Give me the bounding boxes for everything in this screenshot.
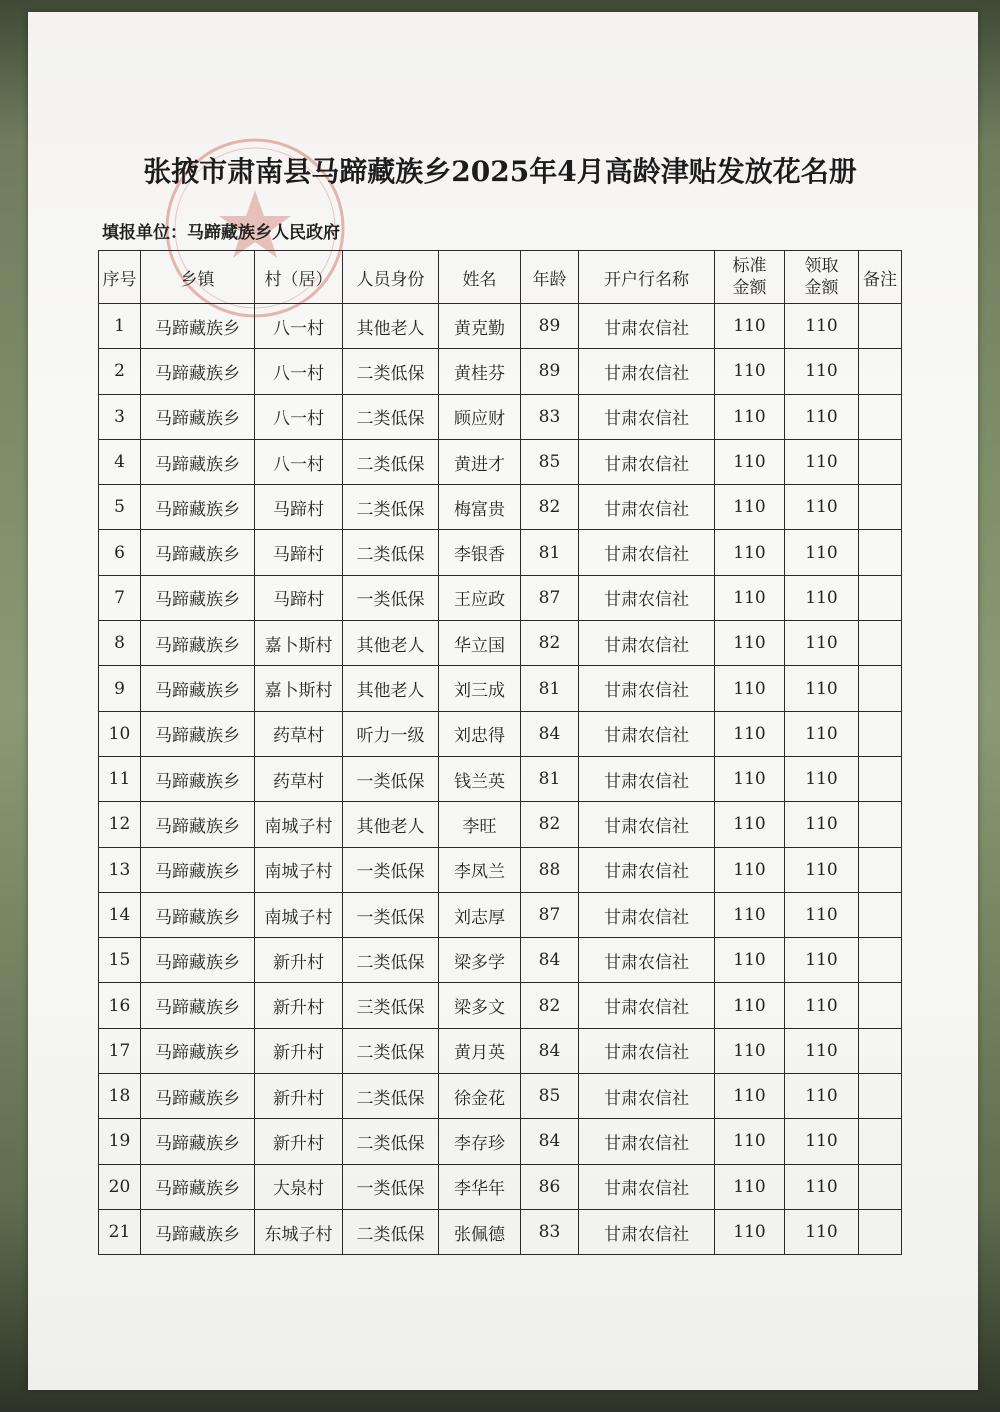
cell-standard-amount: 110 — [715, 1209, 785, 1254]
cell-standard-amount: 110 — [715, 575, 785, 620]
cell-village: 南城子村 — [255, 847, 343, 892]
table-row — [99, 802, 902, 847]
header-received-amount — [785, 251, 859, 304]
cell-village: 南城子村 — [255, 802, 343, 847]
cell-name: 李凤兰 — [439, 847, 521, 892]
cell-village: 南城子村 — [255, 892, 343, 937]
cell-bank: 甘肃农信社 — [579, 666, 715, 711]
cell-remarks — [859, 394, 902, 439]
cell-identity: 二类低保 — [343, 1209, 439, 1254]
cell-age: 88 — [521, 847, 579, 892]
cell-name: 梁多学 — [439, 938, 521, 983]
cell-village: 药草村 — [255, 756, 343, 801]
cell-township: 马蹄藏族乡 — [141, 439, 255, 484]
cell-remarks — [859, 1028, 902, 1073]
header-name: 姓名 — [439, 251, 521, 304]
table-row — [99, 439, 902, 484]
cell-identity: 二类低保 — [343, 439, 439, 484]
cell-township: 马蹄藏族乡 — [141, 938, 255, 983]
cell-standard-amount: 110 — [715, 439, 785, 484]
cell-bank: 甘肃农信社 — [579, 1119, 715, 1164]
cell-index: 12 — [99, 802, 141, 847]
table-header-row — [99, 251, 902, 304]
cell-remarks — [859, 938, 902, 983]
cell-identity: 一类低保 — [343, 892, 439, 937]
cell-received-amount: 110 — [785, 439, 859, 484]
cell-identity: 二类低保 — [343, 485, 439, 530]
cell-standard-amount: 110 — [715, 485, 785, 530]
table-row — [99, 394, 902, 439]
cell-bank: 甘肃农信社 — [579, 847, 715, 892]
table-row — [99, 892, 902, 937]
header-received-amount-line2: 金额 — [804, 278, 839, 298]
cell-received-amount: 110 — [785, 1209, 859, 1254]
cell-township: 马蹄藏族乡 — [141, 1028, 255, 1073]
cell-remarks — [859, 847, 902, 892]
cell-standard-amount: 110 — [715, 530, 785, 575]
table-row — [99, 666, 902, 711]
cell-township: 马蹄藏族乡 — [141, 847, 255, 892]
cell-age: 86 — [521, 1164, 579, 1209]
cell-index: 14 — [99, 892, 141, 937]
cell-name: 刘三成 — [439, 666, 521, 711]
table-row — [99, 485, 902, 530]
cell-village: 八一村 — [255, 439, 343, 484]
cell-identity: 二类低保 — [343, 1074, 439, 1119]
cell-index: 8 — [99, 621, 141, 666]
header-index: 序号 — [99, 251, 141, 304]
cell-received-amount: 110 — [785, 349, 859, 394]
cell-township: 马蹄藏族乡 — [141, 304, 255, 349]
cell-township: 马蹄藏族乡 — [141, 666, 255, 711]
cell-standard-amount: 110 — [715, 802, 785, 847]
table-row — [99, 1028, 902, 1073]
cell-age: 84 — [521, 1119, 579, 1164]
cell-bank: 甘肃农信社 — [579, 439, 715, 484]
cell-received-amount: 110 — [785, 575, 859, 620]
cell-standard-amount: 110 — [715, 621, 785, 666]
cell-age: 82 — [521, 485, 579, 530]
cell-bank: 甘肃农信社 — [579, 349, 715, 394]
cell-bank: 甘肃农信社 — [579, 530, 715, 575]
cell-received-amount: 110 — [785, 1074, 859, 1119]
cell-remarks — [859, 530, 902, 575]
cell-index: 17 — [99, 1028, 141, 1073]
cell-township: 马蹄藏族乡 — [141, 394, 255, 439]
cell-identity: 二类低保 — [343, 349, 439, 394]
cell-name: 钱兰英 — [439, 756, 521, 801]
table-row — [99, 711, 902, 756]
cell-bank: 甘肃农信社 — [579, 802, 715, 847]
cell-bank: 甘肃农信社 — [579, 1028, 715, 1073]
header-identity: 人员身份 — [343, 251, 439, 304]
cell-township: 马蹄藏族乡 — [141, 1119, 255, 1164]
cell-township: 马蹄藏族乡 — [141, 1209, 255, 1254]
cell-standard-amount: 110 — [715, 756, 785, 801]
header-township: 乡镇 — [141, 251, 255, 304]
cell-township: 马蹄藏族乡 — [141, 530, 255, 575]
cell-age: 87 — [521, 575, 579, 620]
cell-name: 王应政 — [439, 575, 521, 620]
cell-age: 84 — [521, 938, 579, 983]
cell-name: 梁多文 — [439, 983, 521, 1028]
cell-remarks — [859, 349, 902, 394]
cell-remarks — [859, 621, 902, 666]
cell-village: 新升村 — [255, 1028, 343, 1073]
cell-received-amount: 110 — [785, 847, 859, 892]
cell-index: 4 — [99, 439, 141, 484]
cell-age: 81 — [521, 666, 579, 711]
cell-index: 10 — [99, 711, 141, 756]
cell-received-amount: 110 — [785, 802, 859, 847]
cell-village: 大泉村 — [255, 1164, 343, 1209]
cell-township: 马蹄藏族乡 — [141, 1164, 255, 1209]
cell-age: 81 — [521, 756, 579, 801]
cell-index: 7 — [99, 575, 141, 620]
cell-received-amount: 110 — [785, 666, 859, 711]
cell-township: 马蹄藏族乡 — [141, 756, 255, 801]
cell-age: 82 — [521, 983, 579, 1028]
header-standard-amount-line1: 标准 — [732, 256, 767, 276]
cell-bank: 甘肃农信社 — [579, 1209, 715, 1254]
cell-name: 徐金花 — [439, 1074, 521, 1119]
cell-identity: 其他老人 — [343, 621, 439, 666]
cell-received-amount: 110 — [785, 1028, 859, 1073]
cell-index: 18 — [99, 1074, 141, 1119]
cell-standard-amount: 110 — [715, 1119, 785, 1164]
cell-bank: 甘肃农信社 — [579, 892, 715, 937]
cell-township: 马蹄藏族乡 — [141, 575, 255, 620]
cell-standard-amount: 110 — [715, 304, 785, 349]
cell-name: 梅富贵 — [439, 485, 521, 530]
cell-received-amount: 110 — [785, 530, 859, 575]
header-village: 村（居） — [255, 251, 343, 304]
cell-remarks — [859, 802, 902, 847]
cell-name: 李银香 — [439, 530, 521, 575]
cell-township: 马蹄藏族乡 — [141, 1074, 255, 1119]
cell-remarks — [859, 485, 902, 530]
cell-name: 黄月英 — [439, 1028, 521, 1073]
cell-age: 84 — [521, 1028, 579, 1073]
cell-township: 马蹄藏族乡 — [141, 349, 255, 394]
cell-village: 马蹄村 — [255, 485, 343, 530]
table-row — [99, 1074, 902, 1119]
cell-index: 9 — [99, 666, 141, 711]
cell-standard-amount: 110 — [715, 1028, 785, 1073]
cell-name: 刘志厚 — [439, 892, 521, 937]
cell-age: 83 — [521, 1209, 579, 1254]
reporting-unit-label: 填报单位：马蹄藏族乡人民政府 — [102, 223, 340, 243]
cell-bank: 甘肃农信社 — [579, 938, 715, 983]
cell-index: 5 — [99, 485, 141, 530]
cell-bank: 甘肃农信社 — [579, 304, 715, 349]
cell-identity: 一类低保 — [343, 575, 439, 620]
cell-village: 八一村 — [255, 394, 343, 439]
cell-name: 顾应财 — [439, 394, 521, 439]
cell-identity: 二类低保 — [343, 1119, 439, 1164]
cell-remarks — [859, 711, 902, 756]
cell-age: 89 — [521, 349, 579, 394]
cell-name: 黄桂芬 — [439, 349, 521, 394]
cell-identity: 其他老人 — [343, 802, 439, 847]
cell-remarks — [859, 1074, 902, 1119]
cell-index: 1 — [99, 304, 141, 349]
cell-standard-amount: 110 — [715, 711, 785, 756]
cell-received-amount: 110 — [785, 1164, 859, 1209]
cell-village: 新升村 — [255, 1119, 343, 1164]
cell-received-amount: 110 — [785, 1119, 859, 1164]
cell-identity: 二类低保 — [343, 938, 439, 983]
cell-name: 张佩德 — [439, 1209, 521, 1254]
cell-village: 八一村 — [255, 349, 343, 394]
cell-identity: 其他老人 — [343, 666, 439, 711]
header-standard-amount-line2: 金额 — [732, 278, 767, 298]
cell-name: 李旺 — [439, 802, 521, 847]
cell-received-amount: 110 — [785, 711, 859, 756]
cell-identity: 二类低保 — [343, 530, 439, 575]
cell-township: 马蹄藏族乡 — [141, 802, 255, 847]
cell-bank: 甘肃农信社 — [579, 711, 715, 756]
cell-age: 85 — [521, 1074, 579, 1119]
cell-standard-amount: 110 — [715, 394, 785, 439]
cell-age: 83 — [521, 394, 579, 439]
cell-standard-amount: 110 — [715, 892, 785, 937]
cell-received-amount: 110 — [785, 304, 859, 349]
header-bank: 开户行名称 — [579, 251, 715, 304]
cell-township: 马蹄藏族乡 — [141, 983, 255, 1028]
cell-index: 13 — [99, 847, 141, 892]
cell-remarks — [859, 1119, 902, 1164]
table-row — [99, 983, 902, 1028]
cell-received-amount: 110 — [785, 485, 859, 530]
cell-name: 李存珍 — [439, 1119, 521, 1164]
table-row — [99, 304, 902, 349]
table-row — [99, 1164, 902, 1209]
cell-township: 马蹄藏族乡 — [141, 621, 255, 666]
cell-standard-amount: 110 — [715, 983, 785, 1028]
table-row — [99, 756, 902, 801]
cell-identity: 一类低保 — [343, 1164, 439, 1209]
cell-standard-amount: 110 — [715, 349, 785, 394]
cell-received-amount: 110 — [785, 938, 859, 983]
subsidy-roster-table — [98, 250, 902, 1255]
cell-remarks — [859, 983, 902, 1028]
cell-index: 15 — [99, 938, 141, 983]
header-received-amount-line1: 领取 — [804, 256, 839, 276]
cell-remarks — [859, 439, 902, 484]
header-age: 年龄 — [521, 251, 579, 304]
cell-received-amount: 110 — [785, 892, 859, 937]
cell-identity: 一类低保 — [343, 847, 439, 892]
cell-standard-amount: 110 — [715, 938, 785, 983]
cell-township: 马蹄藏族乡 — [141, 711, 255, 756]
cell-bank: 甘肃农信社 — [579, 1164, 715, 1209]
cell-index: 21 — [99, 1209, 141, 1254]
cell-village: 八一村 — [255, 304, 343, 349]
document-title: 张掖市肃南县马蹄藏族乡2025年4月高龄津贴发放花名册 — [143, 155, 857, 188]
cell-received-amount: 110 — [785, 621, 859, 666]
cell-identity: 其他老人 — [343, 304, 439, 349]
cell-village: 马蹄村 — [255, 530, 343, 575]
cell-index: 3 — [99, 394, 141, 439]
cell-township: 马蹄藏族乡 — [141, 892, 255, 937]
cell-identity: 三类低保 — [343, 983, 439, 1028]
cell-township: 马蹄藏族乡 — [141, 485, 255, 530]
cell-index: 2 — [99, 349, 141, 394]
cell-village: 嘉卜斯村 — [255, 666, 343, 711]
header-standard-amount — [715, 251, 785, 304]
cell-remarks — [859, 575, 902, 620]
cell-bank: 甘肃农信社 — [579, 1074, 715, 1119]
cell-village: 新升村 — [255, 938, 343, 983]
cell-age: 81 — [521, 530, 579, 575]
cell-remarks — [859, 1209, 902, 1254]
table-row — [99, 530, 902, 575]
cell-name: 黄克勤 — [439, 304, 521, 349]
table-body — [99, 304, 902, 1255]
cell-village: 新升村 — [255, 1074, 343, 1119]
cell-bank: 甘肃农信社 — [579, 575, 715, 620]
cell-index: 20 — [99, 1164, 141, 1209]
cell-village: 东城子村 — [255, 1209, 343, 1254]
table-row — [99, 1119, 902, 1164]
cell-bank: 甘肃农信社 — [579, 756, 715, 801]
cell-age: 85 — [521, 439, 579, 484]
table-row — [99, 938, 902, 983]
table-row — [99, 621, 902, 666]
cell-bank: 甘肃农信社 — [579, 983, 715, 1028]
table-row — [99, 349, 902, 394]
cell-standard-amount: 110 — [715, 1164, 785, 1209]
cell-age: 82 — [521, 802, 579, 847]
cell-index: 11 — [99, 756, 141, 801]
cell-index: 6 — [99, 530, 141, 575]
cell-remarks — [859, 1164, 902, 1209]
cell-bank: 甘肃农信社 — [579, 394, 715, 439]
cell-age: 87 — [521, 892, 579, 937]
cell-received-amount: 110 — [785, 983, 859, 1028]
table-row — [99, 1209, 902, 1254]
cell-remarks — [859, 756, 902, 801]
cell-identity: 听力一级 — [343, 711, 439, 756]
cell-name: 刘忠得 — [439, 711, 521, 756]
header-remarks: 备注 — [859, 251, 902, 304]
cell-identity: 一类低保 — [343, 756, 439, 801]
cell-village: 马蹄村 — [255, 575, 343, 620]
cell-name: 华立国 — [439, 621, 521, 666]
cell-village: 嘉卜斯村 — [255, 621, 343, 666]
cell-name: 黄进才 — [439, 439, 521, 484]
cell-village: 药草村 — [255, 711, 343, 756]
cell-age: 89 — [521, 304, 579, 349]
cell-received-amount: 110 — [785, 756, 859, 801]
cell-age: 84 — [521, 711, 579, 756]
cell-bank: 甘肃农信社 — [579, 485, 715, 530]
cell-index: 19 — [99, 1119, 141, 1164]
cell-bank: 甘肃农信社 — [579, 621, 715, 666]
cell-remarks — [859, 892, 902, 937]
cell-remarks — [859, 666, 902, 711]
cell-identity: 二类低保 — [343, 1028, 439, 1073]
cell-village: 新升村 — [255, 983, 343, 1028]
cell-age: 82 — [521, 621, 579, 666]
cell-remarks — [859, 304, 902, 349]
cell-standard-amount: 110 — [715, 1074, 785, 1119]
cell-standard-amount: 110 — [715, 847, 785, 892]
cell-name: 李华年 — [439, 1164, 521, 1209]
table-row — [99, 847, 902, 892]
table-row — [99, 575, 902, 620]
cell-index: 16 — [99, 983, 141, 1028]
cell-received-amount: 110 — [785, 394, 859, 439]
cell-identity: 二类低保 — [343, 394, 439, 439]
cell-standard-amount: 110 — [715, 666, 785, 711]
